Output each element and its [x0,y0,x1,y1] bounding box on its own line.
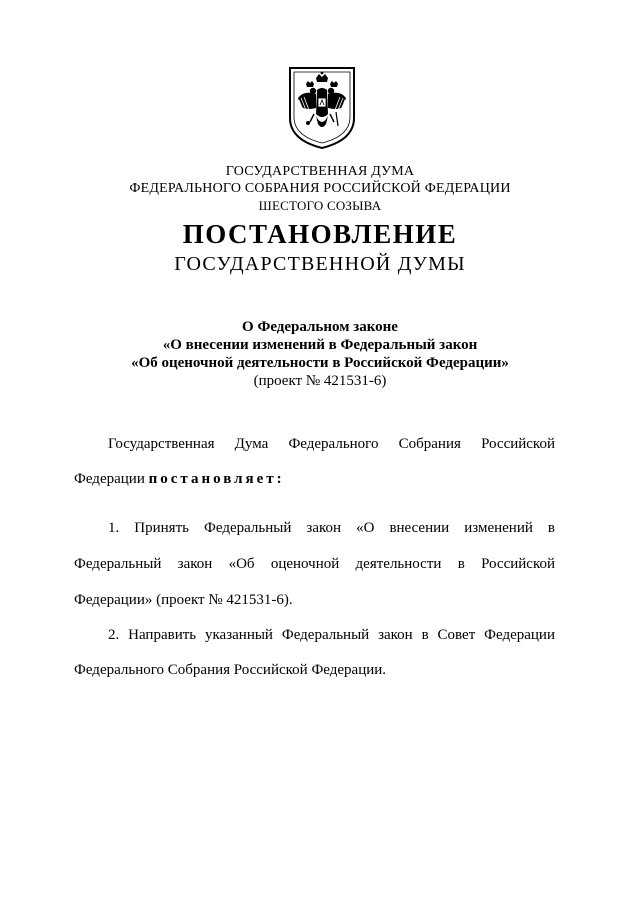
russian-coat-of-arms-icon [286,64,358,150]
document-subtitle: ГОСУДАРСТВЕННОЙ ДУМЫ [174,253,466,275]
document-title: ПОСТАНОВЛЕНИЕ [182,219,458,249]
subject-line-1: О Федеральном законе [242,319,398,335]
item-1-line-2: Федеральный закон «Об оценочной деятельности в Российской [74,556,555,572]
subject-line-2: «О внесении изменений в Федеральный закон [162,337,478,353]
bill-number: (проект № 421531-6) [253,373,387,389]
item-1-line-1: 1. Принять Федеральный закон «О внесении изменений в [108,520,555,536]
assembly-name: ФЕДЕРАЛЬНОГО СОБРАНИЯ РОССИЙСКОЙ ФЕДЕРАЦИИ [129,181,511,196]
intro-line-2-text: Федерации [74,471,149,487]
parliament-name: ГОСУДАРСТВЕННАЯ ДУМА [225,164,415,179]
intro-line-1: Государственная Дума Федерального Собрания Российской [108,436,555,452]
convocation: ШЕСТОГО СОЗЫВА [258,198,382,213]
item-2-line-2: Федерального Собрания Российской Федерации. [74,662,387,678]
decree-word: постановляет: [148,471,285,487]
item-2-line-1: 2. Направить указанный Федеральный закон в Совет Федерации [108,627,555,643]
item-1-line-3: Федерации» (проект № 421531-6). [74,592,293,608]
intro-line-2 [74,470,555,488]
subject-line-3: «Об оценочной деятельности в Российской Федерации» [131,355,509,371]
